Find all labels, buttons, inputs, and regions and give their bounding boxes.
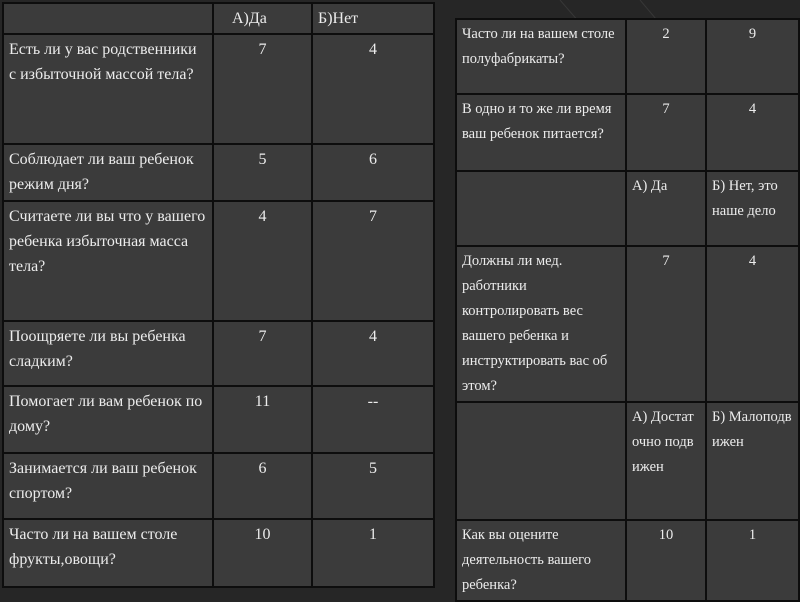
- question-cell: Должны ли мед. работники контролировать вес вашего ребенка и инструктировать вас об этом?: [456, 246, 626, 402]
- table-row: [456, 19, 799, 94]
- empty-cell: [456, 171, 626, 246]
- table-row: [3, 34, 434, 144]
- no-cell: 6: [312, 144, 434, 201]
- subheader-row: [456, 171, 799, 246]
- left-survey-table: [2, 2, 435, 588]
- question-cell: Есть ли у вас родственники с избыточной массой тела?: [3, 34, 213, 144]
- question-cell: Часто ли на вашем столе фрукты,овощи?: [3, 519, 213, 587]
- yes-cell: 5: [213, 144, 312, 201]
- table-row: [3, 386, 434, 453]
- answer-a-cell: 10: [626, 520, 706, 601]
- answer-b-cell: 4: [706, 94, 799, 171]
- table-row: [456, 246, 799, 402]
- table-header-row: [3, 3, 434, 34]
- no-cell: 4: [312, 34, 434, 144]
- table-row: [3, 519, 434, 587]
- yes-cell: 6: [213, 453, 312, 519]
- answer-b-header: Б) Малоподвижен: [706, 402, 799, 520]
- yes-cell: 7: [213, 321, 312, 386]
- no-cell: 1: [312, 519, 434, 587]
- answer-b-cell: 1: [706, 520, 799, 601]
- no-cell: --: [312, 386, 434, 453]
- table-row: [3, 201, 434, 321]
- answer-a-header: А) Да: [626, 171, 706, 246]
- header-cell: [3, 3, 213, 34]
- question-cell: Помогает ли вам ребенок по дому?: [3, 386, 213, 453]
- table-row: [456, 94, 799, 171]
- yes-cell: 4: [213, 201, 312, 321]
- question-cell: Как вы оцените деятельность вашего ребенка?: [456, 520, 626, 601]
- table-row: [3, 321, 434, 386]
- question-cell: Занимается ли ваш ребенок спортом?: [3, 453, 213, 519]
- no-cell: 5: [312, 453, 434, 519]
- subheader-row: [456, 402, 799, 520]
- question-cell: Часто ли на вашем столе полуфабрикаты?: [456, 19, 626, 94]
- header-cell: Б)Нет: [312, 3, 434, 34]
- yes-cell: 10: [213, 519, 312, 587]
- answer-a-cell: 7: [626, 94, 706, 171]
- question-cell: Соблюдает ли ваш ребенок режим дня?: [3, 144, 213, 201]
- empty-cell: [456, 402, 626, 520]
- no-cell: 4: [312, 321, 434, 386]
- yes-cell: 11: [213, 386, 312, 453]
- answer-a-cell: 7: [626, 246, 706, 402]
- question-cell: Считаете ли вы что у вашего ребенка избыточная масса тела?: [3, 201, 213, 321]
- answer-b-cell: 4: [706, 246, 799, 402]
- table-row: [456, 520, 799, 601]
- no-cell: 7: [312, 201, 434, 321]
- answer-b-cell: 9: [706, 19, 799, 94]
- header-cell: А)Да: [213, 3, 312, 34]
- table-row: [3, 144, 434, 201]
- table-row: [3, 453, 434, 519]
- answer-a-header: А) Достаточно подвижен: [626, 402, 706, 520]
- answer-a-cell: 2: [626, 19, 706, 94]
- right-survey-table: [455, 18, 800, 602]
- question-cell: Поощряете ли вы ребенка сладким?: [3, 321, 213, 386]
- yes-cell: 7: [213, 34, 312, 144]
- answer-b-header: Б) Нет, это наше дело: [706, 171, 799, 246]
- question-cell: В одно и то же ли время ваш ребенок питается?: [456, 94, 626, 171]
